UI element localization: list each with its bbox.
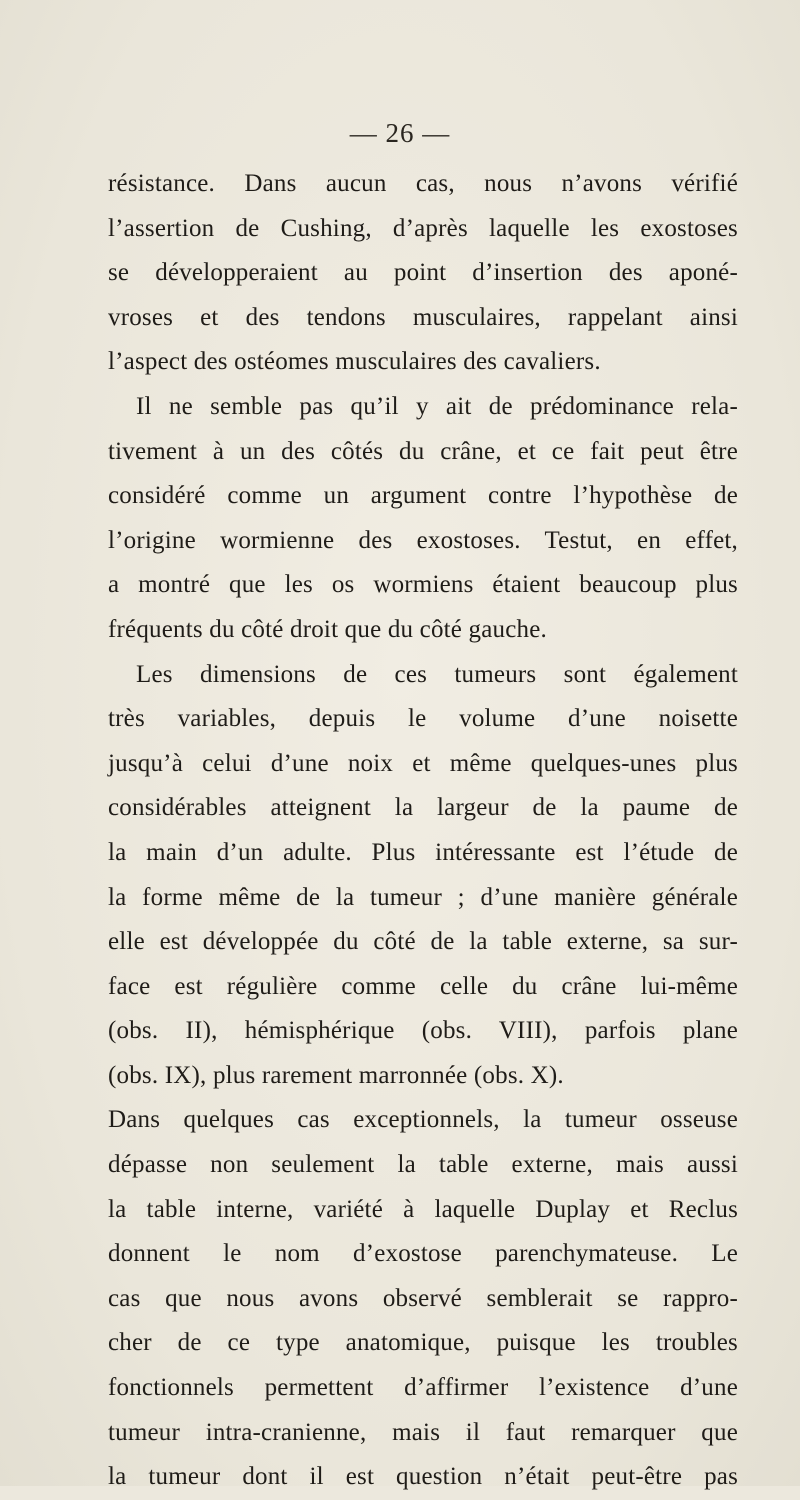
text-line: la table interne, variété à laquelle Duplay et Reclus — [108, 1195, 738, 1223]
text-line: l’aspect des ostéomes musculaires des cavaliers. — [108, 348, 601, 376]
text-line: Les dimensions de ces tumeurs sont également — [136, 660, 738, 688]
text-line: cas que nous avons observé semblerait se rappro- — [108, 1284, 738, 1312]
page-number: — 26 — — [349, 118, 451, 148]
text-line: (obs. IX), plus rarement marronnée (obs. X). — [108, 1061, 564, 1089]
text-line: l’origine wormienne des exostoses. Testut, en effet, — [108, 526, 738, 554]
text-line: considéré comme un argument contre l’hypothèse de — [108, 482, 738, 510]
text-line: résistance. Dans aucun cas, nous n’avons vérifié — [108, 170, 738, 197]
text-line: l’assertion de Cushing, d’après laquelle les exostoses — [108, 214, 738, 242]
text-line: considérables atteignent la largeur de la paume de — [108, 794, 738, 822]
text-line: la main d’un adulte. Plus intéressante est l’étude de — [108, 838, 738, 866]
body-text — [108, 162, 738, 1500]
text-line: face est régulière comme celle du crâne lui-même — [108, 972, 738, 1000]
text-line: la tumeur dont il est question n’était peut-être pas — [108, 1463, 738, 1491]
text-line: jusqu’à celui d’une noix et même quelques-unes plus — [108, 749, 738, 777]
text-line: dépasse non seulement la table externe, mais aussi — [108, 1151, 738, 1179]
text-line: a montré que les os wormiens étaient beaucoup plus — [108, 571, 738, 599]
text-line: (obs. II), hémisphérique (obs. VIII), parfois plane — [108, 1017, 738, 1045]
text-line: fréquents du côté droit que du côté gauche. — [108, 615, 547, 643]
text-line: vroses et des tendons musculaires, rappelant ainsi — [108, 303, 738, 331]
text-line: cher de ce type anatomique, puisque les troubles — [108, 1329, 738, 1357]
text-line: tivement à un des côtés du crâne, et ce fait peut être — [108, 437, 738, 465]
text-line: la forme même de la tumeur ; d’une manière générale — [108, 883, 738, 911]
text-line: Dans quelques cas exceptionnels, la tumeur osseuse — [108, 1106, 738, 1134]
text-line: elle est développée du côté de la table externe, sa sur- — [108, 928, 738, 956]
text-line: fonctionnels permettent d’affirmer l’existence d’une — [108, 1374, 738, 1402]
text-line: Il ne semble pas qu’il y ait de prédominance rela- — [136, 392, 738, 420]
text-line: donnent le nom d’exostose parenchymateuse. Le — [108, 1240, 738, 1268]
text-line: tumeur intra-cranienne, mais il faut remarquer que — [108, 1418, 738, 1446]
text-line: se développeraient au point d’insertion des aponé- — [108, 259, 738, 287]
text-line: très variables, depuis le volume d’une noisette — [108, 705, 738, 733]
